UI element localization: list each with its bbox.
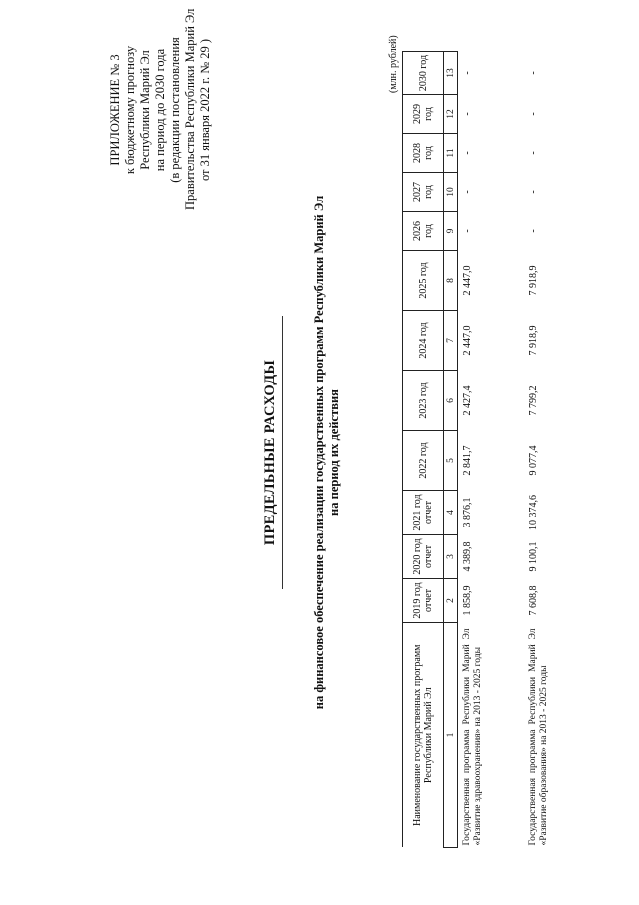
column-number: 1 [444, 623, 458, 848]
subtitle-line: на финансовое обеспечение реализации государственных программ Республики Марий Эл [312, 195, 326, 710]
table-cell: 7 918,9 [528, 265, 539, 296]
column-header: 2026 год [403, 212, 444, 251]
appendix-line: ПРИЛОЖЕНИЕ № 3 [108, 54, 122, 166]
document-title: ПРЕДЕЛЬНЫЕ РАСХОДЫ [262, 359, 278, 546]
table-cell: 9 100,1 [528, 541, 539, 572]
table-cell: 3 876,1 [462, 497, 473, 528]
column-header: 2028 год [403, 134, 444, 173]
table-cell: 2 447,0 [462, 265, 473, 296]
column-header: 2024 год [403, 311, 444, 371]
table-row [458, 52, 525, 848]
budget-table [402, 51, 590, 848]
column-number-row [444, 52, 458, 848]
units-label: (млн. рублей) [388, 35, 399, 93]
column-header: 2020 год отчет [403, 535, 444, 579]
program-name: Государственная программа Республики Марий Эл «Развитие образования» на 2013 - 2025 годы [528, 628, 549, 846]
table-cell: - [528, 190, 539, 194]
column-header: 2019 год отчет [403, 579, 444, 623]
column-number: 10 [444, 173, 458, 212]
table-cell: - [462, 112, 473, 116]
column-number: 3 [444, 535, 458, 579]
table-cell: - [462, 71, 473, 75]
column-number: 12 [444, 95, 458, 134]
table-cell: 1 858,9 [462, 585, 473, 616]
appendix-line: (в редакции постановления [168, 37, 182, 183]
program-name: Государственная программа Республики Марий Эл «Развитие здравоохранения» на 2013 - 2025 годы [462, 628, 483, 846]
table-cell: 4 389,8 [462, 541, 473, 572]
table-cell: - [462, 151, 473, 155]
table-cell: 7 608,8 [528, 585, 539, 616]
column-header: 2030 год [403, 52, 444, 95]
appendix-line: на период до 2030 года [153, 48, 167, 172]
appendix-line: Правительства Республики Марий Эл [183, 8, 197, 210]
column-number: 8 [444, 251, 458, 311]
appendix-line: к бюджетному прогнозу [123, 45, 137, 175]
table-row [524, 52, 590, 848]
column-number: 6 [444, 371, 458, 431]
column-header: Наименование государственных программ Республики Марий Эл [403, 623, 444, 848]
subtitle-line: на период их действия [327, 389, 341, 516]
column-number: 4 [444, 491, 458, 535]
table-cell: 9 077,4 [528, 445, 539, 476]
table-header-row [403, 52, 444, 848]
table-cell: 7 918,9 [528, 325, 539, 356]
column-header: 2023 год [403, 371, 444, 431]
column-header: 2025 год [403, 251, 444, 311]
table-cell: - [528, 71, 539, 75]
table-cell: 7 799,2 [528, 385, 539, 416]
appendix-line: Республики Марий Эл [138, 50, 152, 170]
table-cell: 2 841,7 [462, 445, 473, 476]
column-number: 2 [444, 579, 458, 623]
column-header: 2022 год [403, 431, 444, 491]
table-cell: - [528, 112, 539, 116]
table-cell: - [528, 229, 539, 233]
title-underline [282, 316, 283, 589]
table-cell: 2 447,0 [462, 325, 473, 356]
column-header: 2021 год отчет [403, 491, 444, 535]
column-number: 11 [444, 134, 458, 173]
table-cell: - [528, 151, 539, 155]
appendix-block [108, 10, 213, 210]
table-cell: - [462, 229, 473, 233]
column-number: 9 [444, 212, 458, 251]
document-subtitle [312, 0, 342, 905]
column-number: 13 [444, 52, 458, 95]
column-header: 2029 год [403, 95, 444, 134]
column-number: 7 [444, 311, 458, 371]
appendix-line: от 31 января 2022 г. № 29 ) [198, 38, 212, 182]
column-number: 5 [444, 431, 458, 491]
table-cell: - [462, 190, 473, 194]
table-cell: 10 374,6 [528, 495, 539, 530]
table-cell: 2 427,4 [462, 385, 473, 416]
column-header: 2027 год [403, 173, 444, 212]
